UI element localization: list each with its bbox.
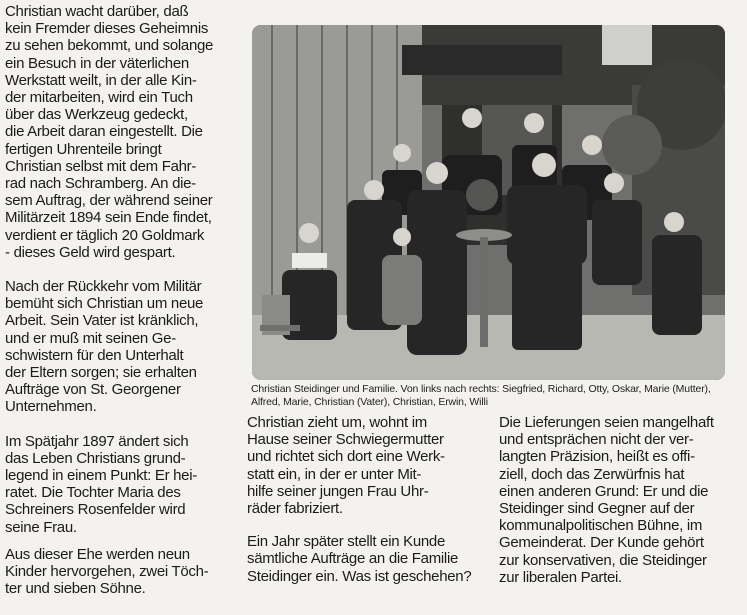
paragraph: Christian wacht darüber, daß kein Fremder dieses Geheimnis zu sehen bekommt, und solange ein Besuch in der väterlichen Werkstatt weilt, in der alle Kin- der mitarbeiten, wird ein Tuch über das Werkzeug gedeckt, die Arbeit daran eingestellt. Die fertigen Uhrenteile bringt Christian selbst mit dem Fahr- rad nach Schramberg. An die- sem Auftrag, der während seiner Militärzeit 1894 sein Ende findet, verdient er täglich 20 Goldmark - dieses Geld wird gespart. [5, 3, 214, 261]
paragraph: Aus dieser Ehe werden neun Kinder hervorgehen, zwei Töch- ter und sieben Söhne. [5, 545, 209, 598]
paragraph: Christian zieht um, wohnt im Hause seiner Schwiegermutter und richtet sich dort eine Werk- statt ein, in der er unter Mit- hilfe seiner jungen Frau Uhr- räder fabriziert. [247, 414, 445, 518]
family-photograph [252, 25, 725, 380]
paragraph: Im Spätjahr 1897 ändert sich das Leben Christians grund- legend in einem Punkt: Er hei- ratet. Die Tochter Maria des Schreiners Rosenfelder wird seine Frau. [5, 432, 197, 536]
photo-caption: Christian Steidinger und Familie. Von links nach rechts: Siegfried, Richard, Otty, Oskar, Marie (Mutter), Alfred, Marie, Christian (Vater), Christian, Erwin, Willi [251, 383, 711, 408]
paragraph: Die Lieferungen seien mangelhaft und entsprächen nicht der ver- langten Präzision, heißt es offi- ziell, doch das Zerwürfnis hat einen anderen Grund: Er und die Steidinger sind Gegner auf der kommunalpolitischen Bühne, im Gemeinderat. Der Kunde gehört zur konservativen, die Steidinger zur liberalen Partei. [499, 414, 714, 586]
middle-text-column [247, 414, 497, 602]
paragraph: Ein Jahr später stellt ein Kunde sämtliche Aufträge an die Familie Steidinger ein. Was ist geschehen? [247, 533, 472, 585]
paragraph: Nach der Rückkehr vom Militär bemüht sich Christian um neue Arbeit. Sein Vater ist kränklich, und er muß mit seinen Ge- schwistern für den Unterhalt der Eltern sorgen; sie erhalten Aufträge von St. Georgener Unternehmen. [5, 278, 204, 416]
left-text-column [5, 3, 237, 615]
right-text-column [499, 414, 744, 603]
